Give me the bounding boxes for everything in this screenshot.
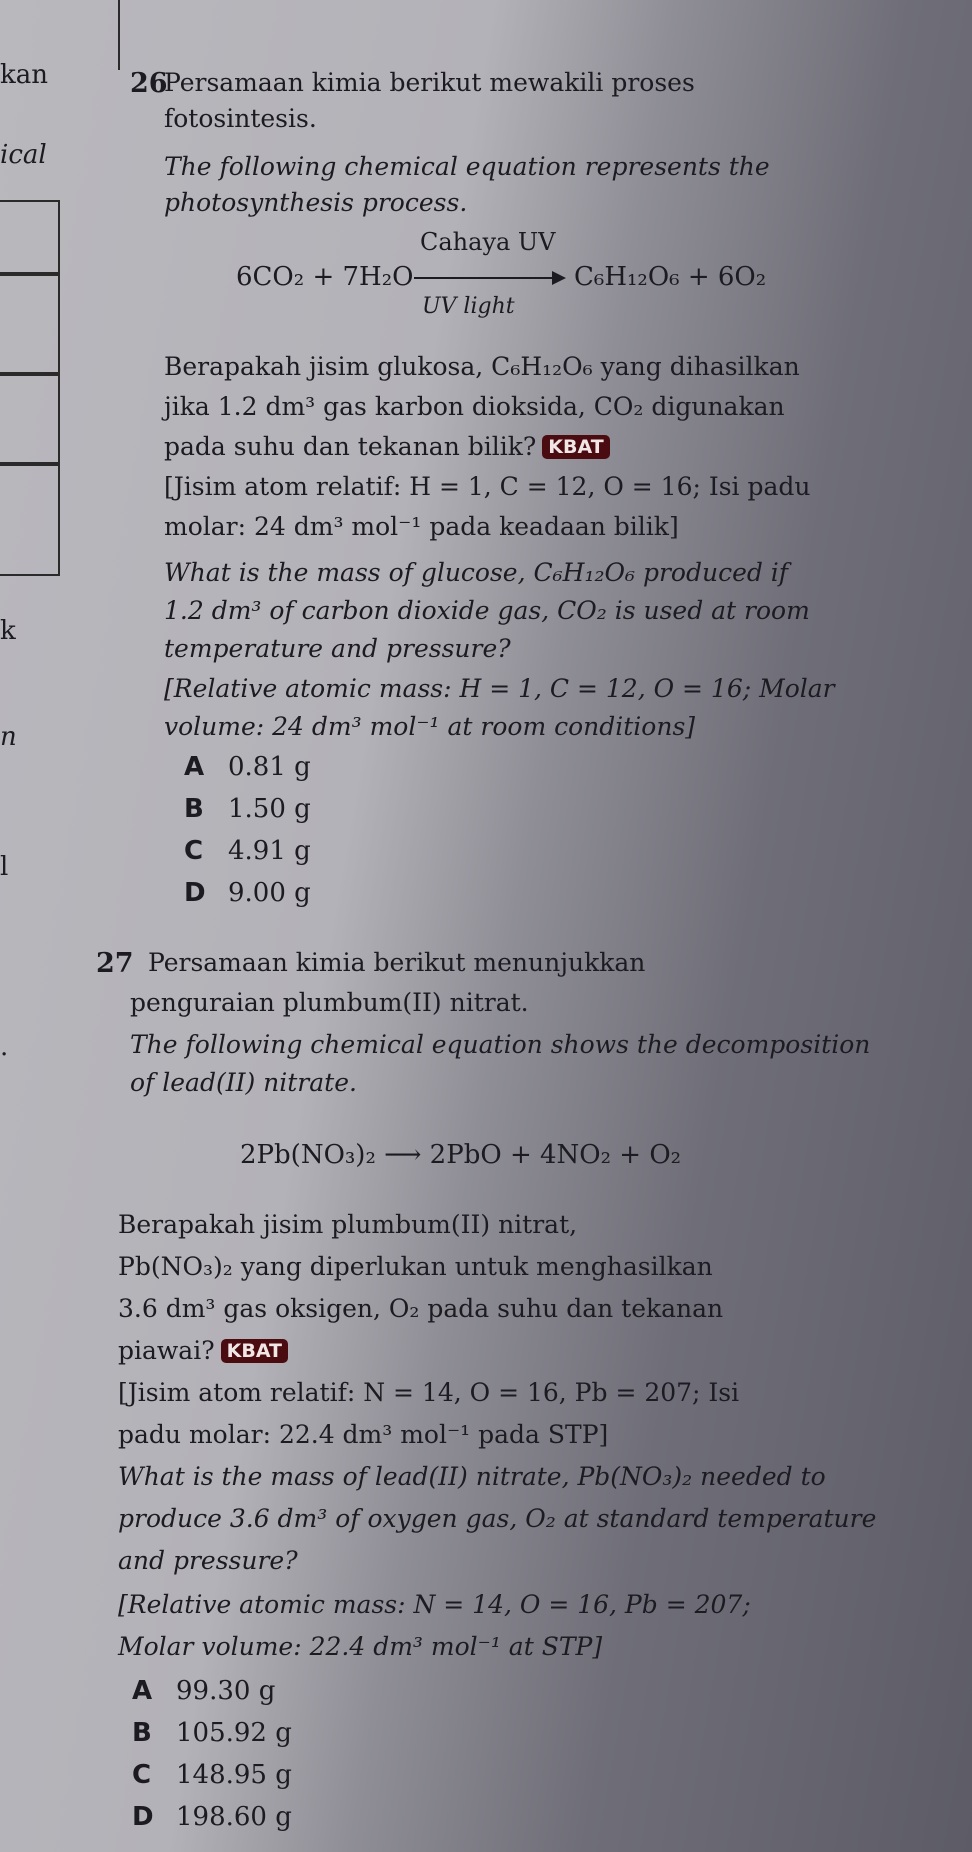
question-text-malay: Berapakah jisim glukosa, C₆H₁₂O₆ yang dihasilkan (164, 352, 800, 381)
question-text-malay: Persamaan kimia berikut mewakili proses (164, 68, 695, 97)
question-number: 26 (130, 68, 168, 99)
answer-option-b[interactable] (184, 794, 311, 824)
margin-text: k (0, 616, 16, 646)
question-text-malay: Persamaan kimia berikut menunjukkan (148, 948, 646, 977)
question-text-english: and pressure? (118, 1546, 298, 1575)
margin-box (0, 200, 60, 276)
answer-option-c[interactable] (184, 836, 311, 866)
option-letter: D (132, 1802, 154, 1832)
reaction-arrow (414, 277, 554, 279)
question-text-malay: [Jisim atom relatif: H = 1, C = 12, O = 16; Isi padu (164, 472, 811, 501)
answer-option-a[interactable] (184, 752, 311, 782)
question-text-segment: pada suhu dan tekanan bilik? (164, 432, 537, 461)
decomposition-equation: 2Pb(NO₃)₂ ⟶ 2PbO + 4NO₂ + O₂ (240, 1140, 682, 1170)
question-text-malay (118, 1336, 288, 1365)
margin-text: . (0, 1032, 9, 1062)
question-text-english: Molar volume: 22.4 dm³ mol⁻¹ at STP] (118, 1632, 603, 1661)
option-text: 99.30 g (176, 1676, 276, 1706)
option-text: 0.81 g (228, 752, 311, 782)
option-text: 4.91 g (228, 836, 311, 866)
question-text-malay: [Jisim atom relatif: N = 14, O = 16, Pb = 207; Isi (118, 1378, 740, 1407)
arrow-head-icon (552, 271, 566, 285)
question-text-english: of lead(II) nitrate. (130, 1068, 357, 1097)
question-text-english: The following chemical equation shows the decomposition (130, 1030, 871, 1059)
option-letter: A (184, 752, 205, 782)
question-text-english: produce 3.6 dm³ of oxygen gas, O₂ at standard temperature (118, 1504, 877, 1533)
margin-box (0, 272, 60, 376)
question-text-malay: penguraian plumbum(II) nitrat. (130, 988, 529, 1017)
kbat-badge: KBAT (542, 435, 609, 459)
question-text-malay: jika 1.2 dm³ gas karbon dioksida, CO₂ digunakan (164, 392, 785, 421)
option-text: 1.50 g (228, 794, 311, 824)
option-text: 148.95 g (176, 1760, 292, 1790)
question-text-english: temperature and pressure? (164, 634, 511, 663)
equation-products: C₆H₁₂O₆ + 6O₂ (574, 262, 767, 292)
answer-option-d[interactable] (184, 878, 311, 908)
margin-text: l (0, 852, 9, 882)
question-text-english: The following chemical equation represents the (164, 152, 770, 181)
left-margin (0, 0, 90, 1852)
margin-box (0, 372, 60, 466)
question-text-english: What is the mass of glucose, C₆H₁₂O₆ produced if (164, 558, 789, 587)
question-text-malay: Berapakah jisim plumbum(II) nitrat, (118, 1210, 578, 1239)
arrow-condition-malay: Cahaya UV (420, 228, 556, 256)
question-text-malay: padu molar: 22.4 dm³ mol⁻¹ pada STP] (118, 1420, 609, 1449)
question-text-malay (164, 432, 610, 461)
margin-text: n (0, 722, 17, 752)
option-text: 105.92 g (176, 1718, 292, 1748)
option-letter: B (132, 1718, 152, 1748)
option-letter: C (132, 1760, 152, 1790)
question-text-malay: fotosintesis. (164, 104, 317, 133)
question-text-english: What is the mass of lead(II) nitrate, Pb(NO₃)₂ needed to (118, 1462, 826, 1491)
question-text-malay: molar: 24 dm³ mol⁻¹ pada keadaan bilik] (164, 512, 679, 541)
question-text-english: volume: 24 dm³ mol⁻¹ at room conditions] (164, 712, 696, 741)
kbat-badge: KBAT (221, 1339, 288, 1363)
answer-option-b[interactable] (132, 1718, 292, 1748)
option-text: 9.00 g (228, 878, 311, 908)
answer-option-d[interactable] (132, 1802, 292, 1832)
question-text-malay: Pb(NO₃)₂ yang diperlukan untuk menghasilkan (118, 1252, 713, 1281)
option-letter: C (184, 836, 204, 866)
option-letter: A (132, 1676, 153, 1706)
equation-reactants: 6CO₂ + 7H₂O (236, 262, 414, 292)
margin-box (0, 462, 60, 576)
arrow-condition-english: UV light (422, 294, 515, 319)
option-letter: D (184, 878, 206, 908)
question-number: 27 (96, 948, 134, 979)
margin-divider (118, 0, 120, 70)
margin-text: kan (0, 60, 49, 90)
question-text-english: 1.2 dm³ of carbon dioxide gas, CO₂ is used at room (164, 596, 810, 625)
question-text-english: [Relative atomic mass: H = 1, C = 12, O = 16; Molar (164, 674, 835, 703)
question-text-malay: 3.6 dm³ gas oksigen, O₂ pada suhu dan tekanan (118, 1294, 724, 1323)
answer-option-c[interactable] (132, 1760, 292, 1790)
question-text-segment: piawai? (118, 1336, 215, 1365)
margin-text: ical (0, 140, 47, 170)
answer-option-a[interactable] (132, 1676, 275, 1706)
option-letter: B (184, 794, 204, 824)
option-text: 198.60 g (176, 1802, 292, 1832)
question-text-english: photosynthesis process. (164, 188, 468, 217)
question-text-english: [Relative atomic mass: N = 14, O = 16, Pb = 207; (118, 1590, 751, 1619)
